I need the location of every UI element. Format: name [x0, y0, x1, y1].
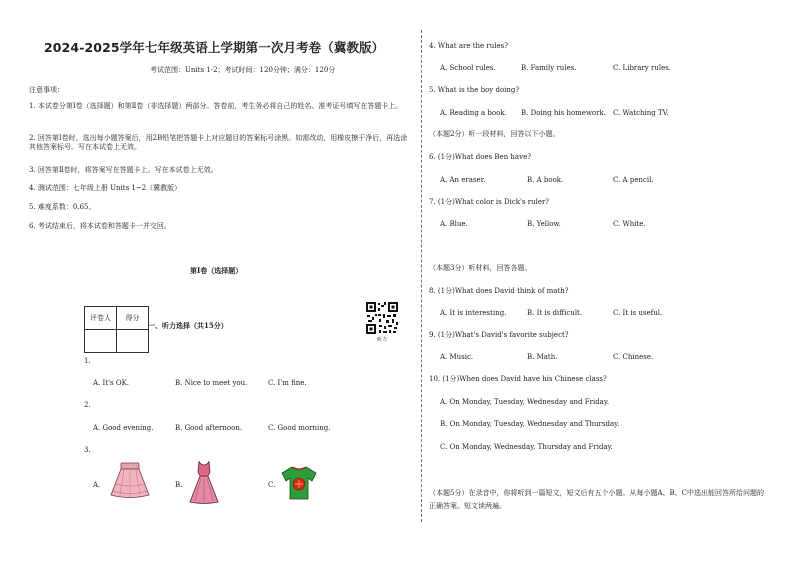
score-label: 得分: [117, 307, 149, 330]
grader-cell: [85, 330, 117, 353]
q5-option-c: C. Watching TV.: [613, 109, 669, 117]
exam-title: 2024-2025学年七年级英语上学期第一次月考卷（冀教版）: [44, 40, 385, 55]
q2-option-a: A. Good evening.: [93, 424, 154, 432]
score-cell: [117, 330, 149, 353]
part3-intro: （本题3分）听材料，回答各题。: [429, 264, 532, 272]
q1-option-b: B. Nice to meet you.: [175, 379, 248, 387]
part4-intro: （本题5分）在录音中，你将听到一篇短文，短文后有五个小题。从每小题A、B、C中选出能回答所给问题的正确答案。短文读两遍。: [429, 489, 765, 510]
q8-option-a: A. It is interesting.: [440, 309, 507, 317]
part-heading: 第Ⅰ卷（选择题）: [190, 266, 243, 275]
score-table: [84, 306, 149, 353]
qr-caption: 听力: [377, 337, 388, 343]
q4-option-a: A. School rules.: [440, 64, 496, 72]
section-listening-heading: 一、听力选择（共15分）: [148, 321, 228, 330]
q5-question: 5. What is the boy doing?: [429, 86, 520, 94]
q9-option-a: A. Music.: [440, 353, 474, 361]
q8-question: 8. (1分)What does David think of math?: [429, 287, 569, 295]
q7-option-a: A. Blue.: [440, 220, 468, 228]
q6-option-a: A. An eraser.: [440, 176, 486, 184]
note-4: 4. 测试范围：七年级上册 Units 1~2（冀教版）: [29, 184, 182, 192]
q2-number: 2.: [84, 401, 91, 409]
q6-option-b: B. A book.: [527, 176, 564, 184]
note-1: 1. 本试卷分第Ⅰ卷（选择题）和第Ⅱ卷（非选择题）两部分。答卷前，考生务必将自己的姓名、准考证号填写在答题卡上。: [29, 102, 403, 110]
notes-heading: 注意事项：: [29, 86, 64, 94]
q6-option-c: C. A pencil.: [613, 176, 654, 184]
qr-code-icon: [365, 301, 399, 335]
q10-question: 10. (1分)When does David have his Chinese class?: [429, 375, 607, 383]
q4-question: 4. What are the rules?: [429, 42, 508, 50]
q9-option-c: C. Chinese.: [613, 353, 654, 361]
q9-question: 9. (1分)What's David's favorite subject?: [429, 331, 569, 339]
note-5: 5. 难度系数：0.65。: [29, 203, 96, 211]
q1-option-c: C. I'm fine.: [268, 379, 307, 387]
grader-label: 评卷人: [85, 307, 117, 330]
q4-option-b: B. Family rules.: [521, 64, 577, 72]
q7-option-c: C. White.: [613, 220, 646, 228]
q6-question: 6. (1分)What does Ben have?: [429, 153, 531, 161]
column-divider: [421, 30, 422, 522]
q8-option-b: B. It is difficult.: [527, 309, 583, 317]
q2-option-b: B. Good afternoon.: [175, 424, 243, 432]
q3-option-a: A.: [93, 481, 101, 489]
exam-info: 考试范围：Units 1-2；考试时间：120分钟；满分：120分: [150, 66, 336, 74]
q5-option-b: B. Doing his homework.: [521, 109, 606, 117]
q4-option-c: C. Library rules.: [613, 64, 672, 72]
q9-option-b: B. Math.: [527, 353, 558, 361]
dress-icon: [188, 460, 220, 504]
q7-question: 7. (1分)What color is Dick's ruler?: [429, 198, 550, 206]
note-2: 2. 回答第Ⅰ卷时，选出每小题答案后，用2B铅笔把答题卡上对应题目的答案标号涂黑。如需改动，用橡皮擦干净后，再选涂其他答案标号。写在本试卷上无效。: [29, 134, 408, 151]
skirt-icon: [108, 462, 152, 500]
q3-option-b: B.: [175, 481, 183, 489]
q3-option-c: C.: [268, 481, 276, 489]
q10-option-b: B. On Monday, Tuesday, Wednesday and Thursday.: [440, 420, 620, 428]
note-6: 6. 考试结束后，将本试卷和答题卡一并交回。: [29, 222, 171, 230]
q5-option-a: A. Reading a book.: [440, 109, 507, 117]
q10-option-c: C. On Monday, Wednesday, Thursday and Friday.: [440, 443, 613, 451]
q3-number: 3.: [84, 446, 91, 454]
part2-intro: （本题2分）听一段材料，回答以下小题。: [429, 130, 560, 138]
q2-option-c: C. Good morning.: [268, 424, 331, 432]
t-shirt-icon: [280, 465, 318, 501]
q1-number: 1.: [84, 357, 91, 365]
note-3: 3. 回答第Ⅱ卷时，将答案写在答题卡上。写在本试卷上无效。: [29, 166, 218, 174]
q7-option-b: B. Yellow.: [527, 220, 561, 228]
q8-option-c: C. It is useful.: [613, 309, 663, 317]
q10-option-a: A. On Monday, Tuesday, Wednesday and Friday.: [440, 398, 610, 406]
q1-option-a: A. It's OK.: [93, 379, 130, 387]
